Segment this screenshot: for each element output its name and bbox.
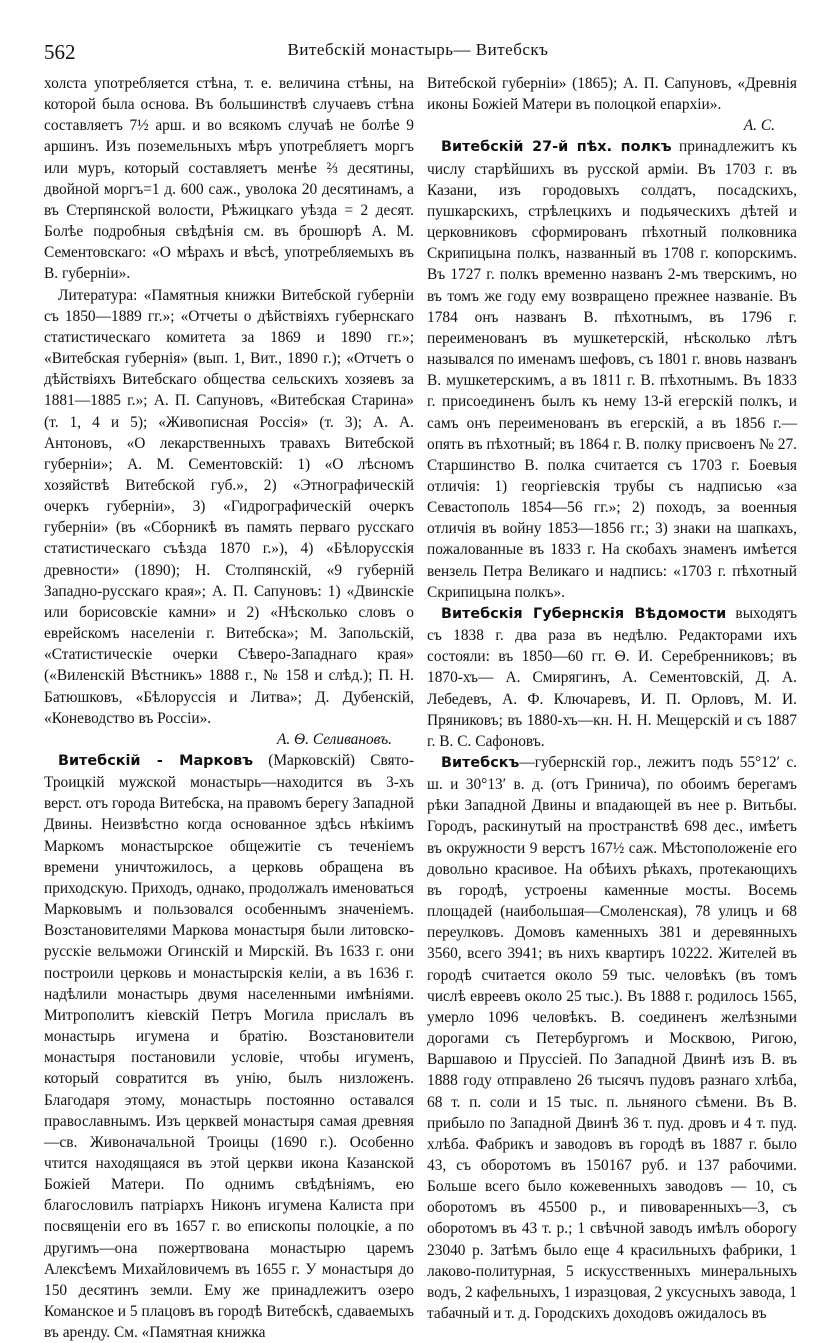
- article-entry: [427, 603, 797, 752]
- paragraph: [44, 73, 414, 285]
- article-entry: [427, 752, 797, 1324]
- paragraph-text: Витебской губерніи» (1865); А. П. Сапуновъ, «Древнія иконы Божіей Матери въ полоцкой епархіи».: [427, 75, 797, 114]
- paragraph-text: Литература: «Памятныя книжки Витебской губерніи съ 1850—1889 гг.»; «Отчеты о дѣйствіяхъ губернскаго статистическаго комитета за 1869 и 1890 гг.»; «Витебская губернія» (вып. 1, Вит., 1890 г.); «Отчетъ о дѣйствіяхъ Витебскаго общества сельскихъ хозяевъ за 1881—1885 г.»; А. П. Сапуновъ, «Витебская Старина» (т. 1, 4 и 5); «Живописная Россія» (т. 3); А. А. Антоновъ, «О лекарственныхъ травахъ Витебской губерніи»; А. М. Сементовскій: 1) «О лѣсномъ хозяйствѣ Витебской губ.», 2) «Этнографическій очеркъ губерніи», 3) «Гидрографическій очеркъ губерніи» (въ «Сборникѣ въ память перваго русскаго статистическаго съѣзда 1870 г.»), 4) «Бѣлорусскія древности» (1890); Н. Столпянскій, «9 губерній Западно-русскаго края»; А. П. Сапуновъ: 1) «Двинскіе или борисовскіе камни» и 2) «Нѣсколько словъ о еврейскомъ населеніи г. Витебска»; М. Запольскій, «Статистическіе очерки Сѣверо-Западнаго края» («Виленскій Вѣстникъ» 1888 г., № 158 и слѣд.); П. Н. Батюшковъ, «Бѣлоруссія и Литва»; Д. Дубенскій, «Коневодство въ Россіи».: [44, 286, 414, 727]
- paragraph: [44, 285, 414, 729]
- paragraph-text: принадлежитъ къ числу старѣйшихъ въ русской арміи. Въ 1703 г. въ Казани, изъ городовыхъ солдатъ, посадскихъ, пушкарскихъ, стрѣлецкихъ и подьяческихъ дѣтей и церковниковъ сформированъ пѣхотный полковникa Скрипицына полкъ, названный въ 1708 г. копорскимъ. Въ 1727 г. полкъ временно названъ 2-мъ тверскимъ, но въ томъ же году ему возвращено прежнее названіе. Въ 1784 онъ названъ В. пѣхотнымъ, въ 1796 г. переименованъ въ мушкетерскій, нѣсколько лѣтъ назывался по именамъ шефовъ, съ 1801 г. вновь названъ В. мушкетерскимъ, а въ 1811 г. В. пѣхотнымъ. Въ 1833 г. присоединенъ былъ къ нему 13-й егерскій полкъ, и самъ онъ переименованъ въ егерскій, а въ 1856 г.—опять въ пѣхотный; въ 1864 г. В. полку присвоенъ № 27. Старшинство В. полка считается съ 1703 г. Боевыя отличія: 1) георгіевскія трубы съ надписью «за Севастополь 1854—56 гг.»; 2) походъ, за военныя отличія въ войну 1853—1856 гг.; 3) знаки на шапкахъ, пожалованные въ 1833 г. На скобахъ знаменъ имѣется вензель Петра Великаго и надпись: «1703 г. пѣхотный Скрипицына полкъ».: [427, 138, 798, 601]
- page-number: 562: [44, 40, 76, 64]
- signature: [427, 115, 797, 136]
- paragraph-text: холста употребляется стѣна, т. е. величина стѣны, на которой была основа. Въ большинствѣ случаевъ стѣна составляетъ 7½ арш. и во всякомъ случаѣ не болѣе 9 аршинъ. Изъ поземельныхъ мѣръ употребляетъ моргъ или муръ, который составляетъ менѣе ⅔ десятины, двойной моргъ=1 д. 600 саж., уволока 20 десятинамъ, а въ Стерпянской волости, Рѣжицкаго уѣзда = 2 десят. Болѣе подробныя свѣдѣнія см. въ брошюрѣ А. М. Сементовскаго: «О мѣрахъ и вѣсѣ, употребляемыхъ въ В. губерніи».: [44, 75, 414, 283]
- page-header: [44, 40, 792, 70]
- running-head: Витебскій монастырь— Витебскъ: [287, 40, 549, 59]
- article-headword: Витебскія Губернскія Вѣдомости: [441, 605, 727, 622]
- paragraph-text: (Марковскій) Свято-Троицкій мужской монастырь—находится въ 3-хъ верст. отъ города Витебска, на правомъ берегу Западной Двины. Неизвѣстно когда основанное здѣсь нѣкіимъ Маркомъ монастырское общежитіе съ теченіемъ времени уничтожилось, а церковь обращена въ приходскую. Приходъ, однако, продолжалъ именоваться Марковымъ и пользовался особеннымъ значеніемъ. Возстановителями Маркова монастыря были литовско-русскіе вельможи Огинскій и Мирскій. Въ 1633 г. они построили церковь и монастырскія келіи, а въ 1636 г. надѣлили монастырь двумя населенными имѣніями. Митрополитъ кіевскій Петръ Могила прислалъ въ монастырь игумена и братію. Возстановители монастыря постановили условіе, чтобы игуменъ, который совратится въ унію, былъ низложенъ. Благодаря этому, монастырь постоянно оставался православнымъ. Изъ церквей монастыря самая древняя—св. Живоначальной Троицы (1690 г.). Особенно чтится находящаяся въ этой церкви икона Казанской Божіей Матери. По однимъ свѣдѣніямъ, ею благословилъ патріархъ Никонъ игумена Калиста при посвященіи его въ 1657 г. во епископы полоцкіе, а по другимъ—она пожертвована монастырю царемъ Алексѣемъ Михайловичемъ въ 1655 г. У монастыря до 150 десятинъ земли. Ему же принадлежитъ озеро Команское и 5 плацовъ въ городѣ Витебскѣ, сдаваемыхъ въ аренду. См. «Памятная книжка: [44, 752, 414, 1342]
- right-column: [427, 73, 797, 1324]
- paragraph-text: выходятъ съ 1838 г. два раза въ недѣлю. Редакторами ихъ состояли: въ 1850—60 гг. Ѳ. И. Серебренниковъ; въ 1870-хъ— А. Смирягинъ, А. Сементовскій, Д. А. Лебедевъ, А. Ф. Ключаревъ, И. П. Орловъ, М. И. Пряниковъ; въ 1880-хъ—кн. Н. Н. Мещерскій и съ 1887 г. В. С. Сафоновъ.: [427, 604, 797, 750]
- article-headword: Витебскій 27-й пѣх. полкъ: [441, 139, 672, 156]
- paragraph-text: —губернскій гор., лежитъ подъ 55°12′ с. ш. и 30°13′ в. д. (отъ Гринича), по обоимъ берегамъ рѣки Западной Двины и впадающей въ нее р. Витьбы. Городъ, раскинутый на пространствѣ 698 дес., имѣетъ въ окружности 9 верстъ 167½ саж. Мѣстоположеніе его довольно красивое. На обѣихъ рѣкахъ, протекающихъ въ городѣ, устроены каменные мосты. Восемь площадей (наибольшая—Смоленская), 78 улицъ и 68 переулковъ. Домовъ каменныхъ 381 и деревянныхъ 3560, всего 3941; въ нихъ квартиръ 10222. Жителей въ городѣ считается около 59 тыс. человѣкъ (въ томъ числѣ евреевъ около 25 тыс.). Въ 1888 г. родилось 1565, умерло 1096 человѣкъ. В. соединенъ желѣзными дорогами съ Петербургомъ и Москвою, Ригою, Варшавою и Пруссіей. По Западной Двинѣ изъ В. въ 1888 году отправлено 26 тысячъ пудовъ разнаго хлѣба, 68 т. п. соли и 15 тыс. п. льняного сѣмени. Въ В. прибыло по Западной Двинѣ 36 т. пуд. дровъ и 4 т. пуд. хлѣба. Фабрикъ и заводовъ въ городѣ въ 1887 г. было 43, съ оборотомъ въ 150167 руб. и 137 рабочими. Больше всего было кожевенныхъ заводовъ — 10, съ оборотомъ въ 45500 р., и пивоваренныхъ—3, съ оборотомъ въ 43 т. р.; 1 свѣчной заводъ имѣлъ оборогу 23040 р. Затѣмъ было еще 4 красильныхъ фабрики, 1 лаково-политурная, 5 искусственныхъ минеральныхъ водъ, 2 кафельныхъ, 1 изразцовая, 2 уксусныхъ завода, 1 табачный и т. д. Городскихъ доходовъ ожидалось въ: [427, 754, 797, 1323]
- signature: [44, 729, 414, 750]
- article-entry: [427, 136, 797, 602]
- article-headword: Витебскъ: [441, 755, 520, 771]
- paragraph-text: А. Ѳ. Селивановъ.: [276, 730, 392, 748]
- article-headword: Витебскій - Марковъ: [58, 753, 254, 769]
- left-column: [44, 73, 414, 1343]
- paragraph: [427, 73, 797, 115]
- paragraph-text: А. С.: [743, 117, 775, 135]
- article-entry: [44, 750, 414, 1343]
